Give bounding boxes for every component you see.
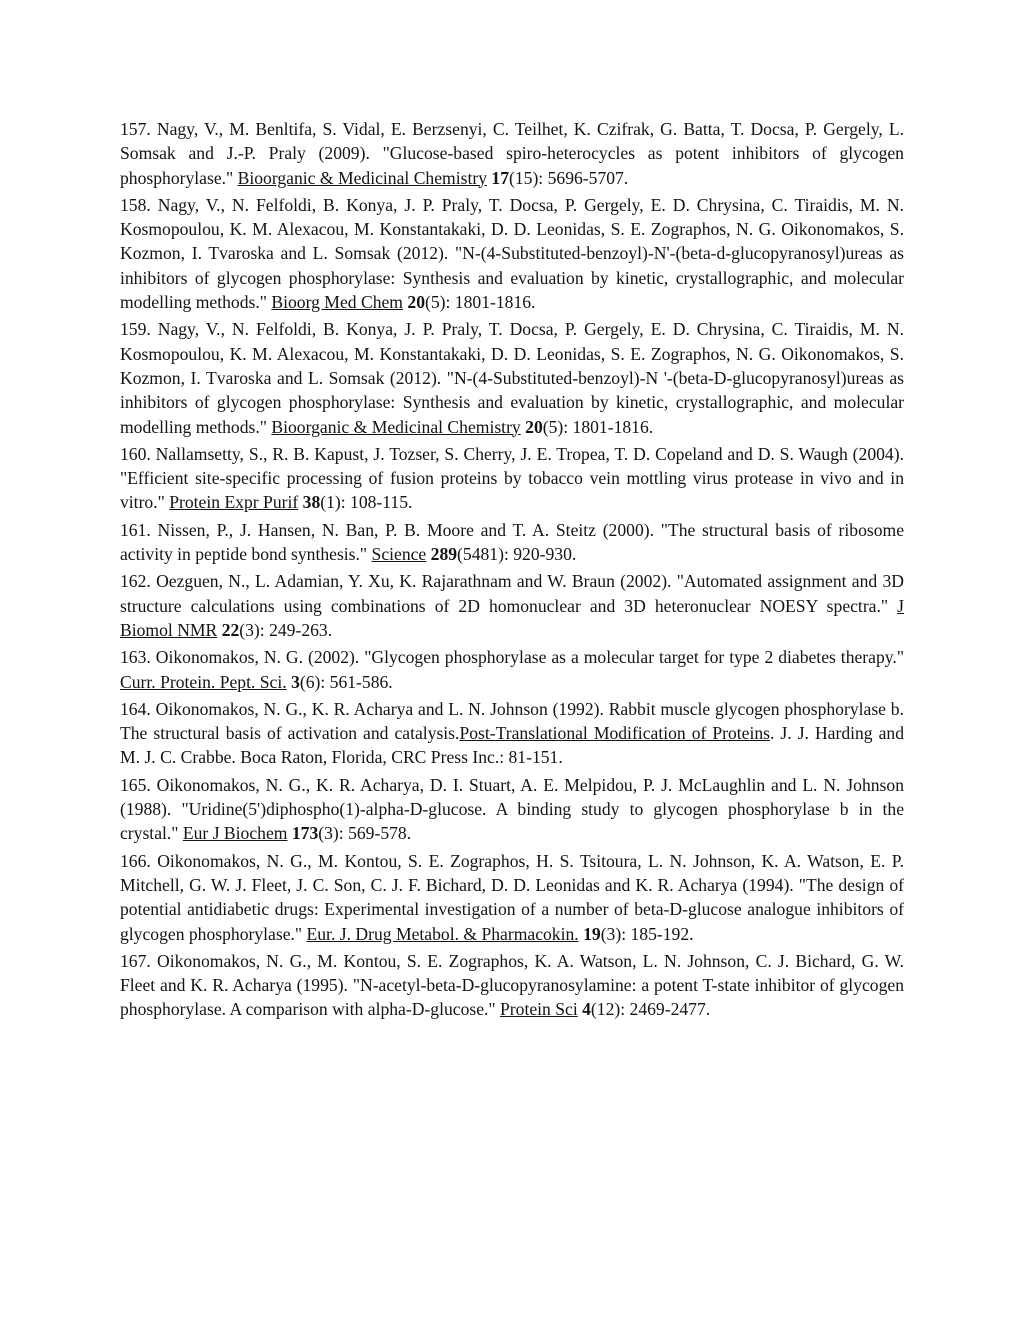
reference-journal: Post-Translational Modification of Proteins	[459, 723, 771, 744]
reference-title: "N-(4-Substituted-benzoyl)-N'-(beta-d-glucopyranosyl)ureas as inhibitors of glycogen phosphorylase: Synthesis and evaluation by kinetic, crystallographic, and molecular modelling methods."	[120, 243, 904, 313]
reference-journal: Science	[371, 544, 427, 565]
reference-number: 163.	[120, 647, 151, 668]
reference-authors: Oikonomakos, N. G., K. R. Acharya, D. I. Stuart, A. E. Melpidou, P. J. McLaughlin and L. N. Johnson (1988).	[120, 774, 904, 820]
reference-item	[120, 773, 904, 846]
reference-item	[120, 193, 904, 314]
reference-number: 165.	[120, 774, 151, 795]
reference-issue-pages: (1): 108-115.	[320, 492, 413, 513]
reference-title: "Glucose-based spiro-heterocycles as potent inhibitors of glycogen phosphorylase."	[120, 143, 904, 188]
reference-issue-pages: (3): 249-263.	[239, 619, 333, 640]
reference-number: 161.	[120, 519, 151, 540]
reference-authors: Oikonomakos, N. G., M. Kontou, S. E. Zographos, H. S. Tsitoura, L. N. Johnson, K. A. Watson, E. P. Mitchell, G. W. J. Fleet, J. C. Son, C. J. F. Bichard, D. D. Leonidas and K. R. Acharya (1994).	[120, 850, 905, 895]
reference-title: "N-(4-Substituted-benzoyl)-N '-(beta-D-glucopyranosyl)ureas as inhibitors of glycogen phosphorylase: Synthesis and evaluation by kinetic, crystallographic, and molecular modelling methods."	[120, 367, 904, 437]
reference-volume: 3	[291, 671, 300, 692]
reference-authors: Oezguen, N., L. Adamian, Y. Xu, K. Rajarathnam and W. Braun (2002).	[156, 571, 672, 592]
reference-item	[120, 518, 904, 567]
reference-item	[120, 117, 904, 190]
reference-item	[120, 317, 904, 438]
reference-number: 159.	[120, 319, 151, 340]
reference-journal: Bioorganic & Medicinal Chemistry	[271, 416, 521, 437]
reference-authors: Nallamsetty, S., R. B. Kapust, J. Tozser, S. Cherry, J. E. Tropea, T. D. Copeland and D. S. Waugh (2004).	[155, 443, 904, 464]
reference-authors: Oikonomakos, N. G., M. Kontou, S. E. Zographos, K. A. Watson, L. N. Johnson, C. J. Bichard, G. W. Fleet and K. R. Acharya (1995).	[120, 950, 904, 996]
reference-authors: Oikonomakos, N. G., K. R. Acharya and L. N. Johnson (1992).	[155, 698, 604, 719]
reference-title: "Efficient site-specific processing of fusion proteins by tobacco vein mottling virus protease in vivo and in vitro."	[120, 468, 904, 513]
reference-item	[120, 697, 904, 770]
reference-journal: J Biomol NMR	[120, 595, 904, 640]
reference-number: 160.	[120, 443, 151, 464]
reference-issue-pages: (3): 185-192.	[600, 923, 694, 944]
reference-volume: 289	[430, 544, 458, 565]
reference-number: 162.	[120, 571, 151, 592]
reference-journal: Eur J Biochem	[182, 823, 288, 844]
reference-issue-pages: (5): 1801-1816.	[542, 416, 654, 437]
reference-volume: 173	[291, 823, 319, 844]
reference-journal: Bioorganic & Medicinal Chemistry	[237, 167, 487, 188]
reference-volume: 4	[582, 999, 591, 1020]
reference-title: "Uridine(5')diphospho(1)-alpha-D-glucose. A binding study to glycogen phosphorylase b in the crystal."	[120, 799, 905, 844]
reference-journal: Protein Expr Purif	[169, 492, 299, 513]
reference-volume: 38	[302, 492, 321, 513]
reference-item	[120, 645, 904, 694]
reference-issue-pages: . J. J. Harding and M. J. C. Crabbe. Boca Raton, Florida, CRC Press Inc.: 81-151.	[120, 723, 905, 768]
reference-journal: Curr. Protein. Pept. Sci.	[120, 671, 287, 692]
reference-issue-pages: (5481): 920-930.	[457, 544, 577, 565]
reference-issue-pages: (3): 569-578.	[318, 823, 412, 844]
reference-journal: Bioorg Med Chem	[271, 292, 403, 313]
reference-item	[120, 949, 904, 1022]
reference-authors: Oikonomakos, N. G. (2002).	[155, 647, 360, 668]
reference-number: 158.	[120, 194, 151, 215]
reference-item	[120, 849, 904, 946]
reference-number: 166.	[120, 850, 151, 871]
reference-issue-pages: (5): 1801-1816.	[425, 292, 536, 313]
reference-authors: Nagy, V., M. Benltifa, S. Vidal, E. Berzsenyi, C. Teilhet, K. Czifrak, G. Batta, T. Docsa, P. Gergely, L. Somsak and J.-P. Praly (2009).	[120, 119, 904, 164]
reference-title: "The structural basis of ribosome activity in peptide bond synthesis."	[120, 519, 905, 565]
reference-journal: Eur. J. Drug Metabol. & Pharmacokin.	[306, 923, 579, 944]
reference-item	[120, 569, 904, 642]
reference-authors: Nagy, V., N. Felfoldi, B. Konya, J. P. Praly, T. Docsa, P. Gergely, E. D. Chrysina, C. Tiraidis, M. N. Kosmopoulou, K. M. Alexacou, M. Konstantakaki, D. D. Leonidas, S. E. Zographos, N. G. Oikonomakos, S. Kozmon, I. Tvaroska and L. Somsak (2012).	[120, 194, 904, 264]
reference-journal: Protein Sci	[500, 999, 578, 1020]
reference-number: 164.	[120, 698, 151, 719]
reference-number: 167.	[120, 950, 151, 971]
reference-authors: Nagy, V., N. Felfoldi, B. Konya, J. P. Praly, T. Docsa, P. Gergely, E. D. Chrysina, C. Tiraidis, M. N. Kosmopoulou, K. M. Alexacou, M. Konstantakaki, D. D. Leonidas, S. E. Zographos, N. G. Oikonomakos, S. Kozmon, I. Tvaroska and L. Somsak (2012).	[120, 319, 904, 388]
reference-list	[120, 117, 904, 1025]
reference-title: "The design of potential antidiabetic drugs: Experimental investigation of a number of beta-D-glucose analogue inhibitors of glycogen phosphorylase."	[120, 874, 904, 944]
reference-title: "Automated assignment and 3D structure calculations using combinations of 2D homonuclear and 3D heteronuclear NOESY spectra."	[120, 571, 904, 616]
reference-volume: 17	[491, 167, 509, 188]
reference-title: "N-acetyl-beta-D-glucopyranosylamine: a potent T-state inhibitor of glycogen phosphorylase. A comparison with alpha-D-glucose."	[120, 975, 904, 1020]
reference-issue-pages: (15): 5696-5707.	[509, 167, 629, 188]
reference-item	[120, 442, 904, 515]
reference-title: Rabbit muscle glycogen phosphorylase b. The structural basis of activation and catalysis.	[120, 698, 904, 744]
reference-authors: Nissen, P., J. Hansen, N. Ban, P. B. Moore and T. A. Steitz (2000).	[157, 519, 655, 540]
reference-volume: 22	[221, 619, 240, 640]
reference-volume: 20	[525, 416, 543, 437]
reference-number: 157.	[120, 119, 151, 139]
reference-volume: 20	[407, 292, 425, 313]
reference-title: "Glycogen phosphorylase as a molecular target for type 2 diabetes therapy."	[364, 647, 904, 668]
reference-volume: 19	[583, 923, 601, 944]
reference-issue-pages: (12): 2469-2477.	[590, 999, 711, 1020]
reference-issue-pages: (6): 561-586.	[299, 671, 393, 692]
